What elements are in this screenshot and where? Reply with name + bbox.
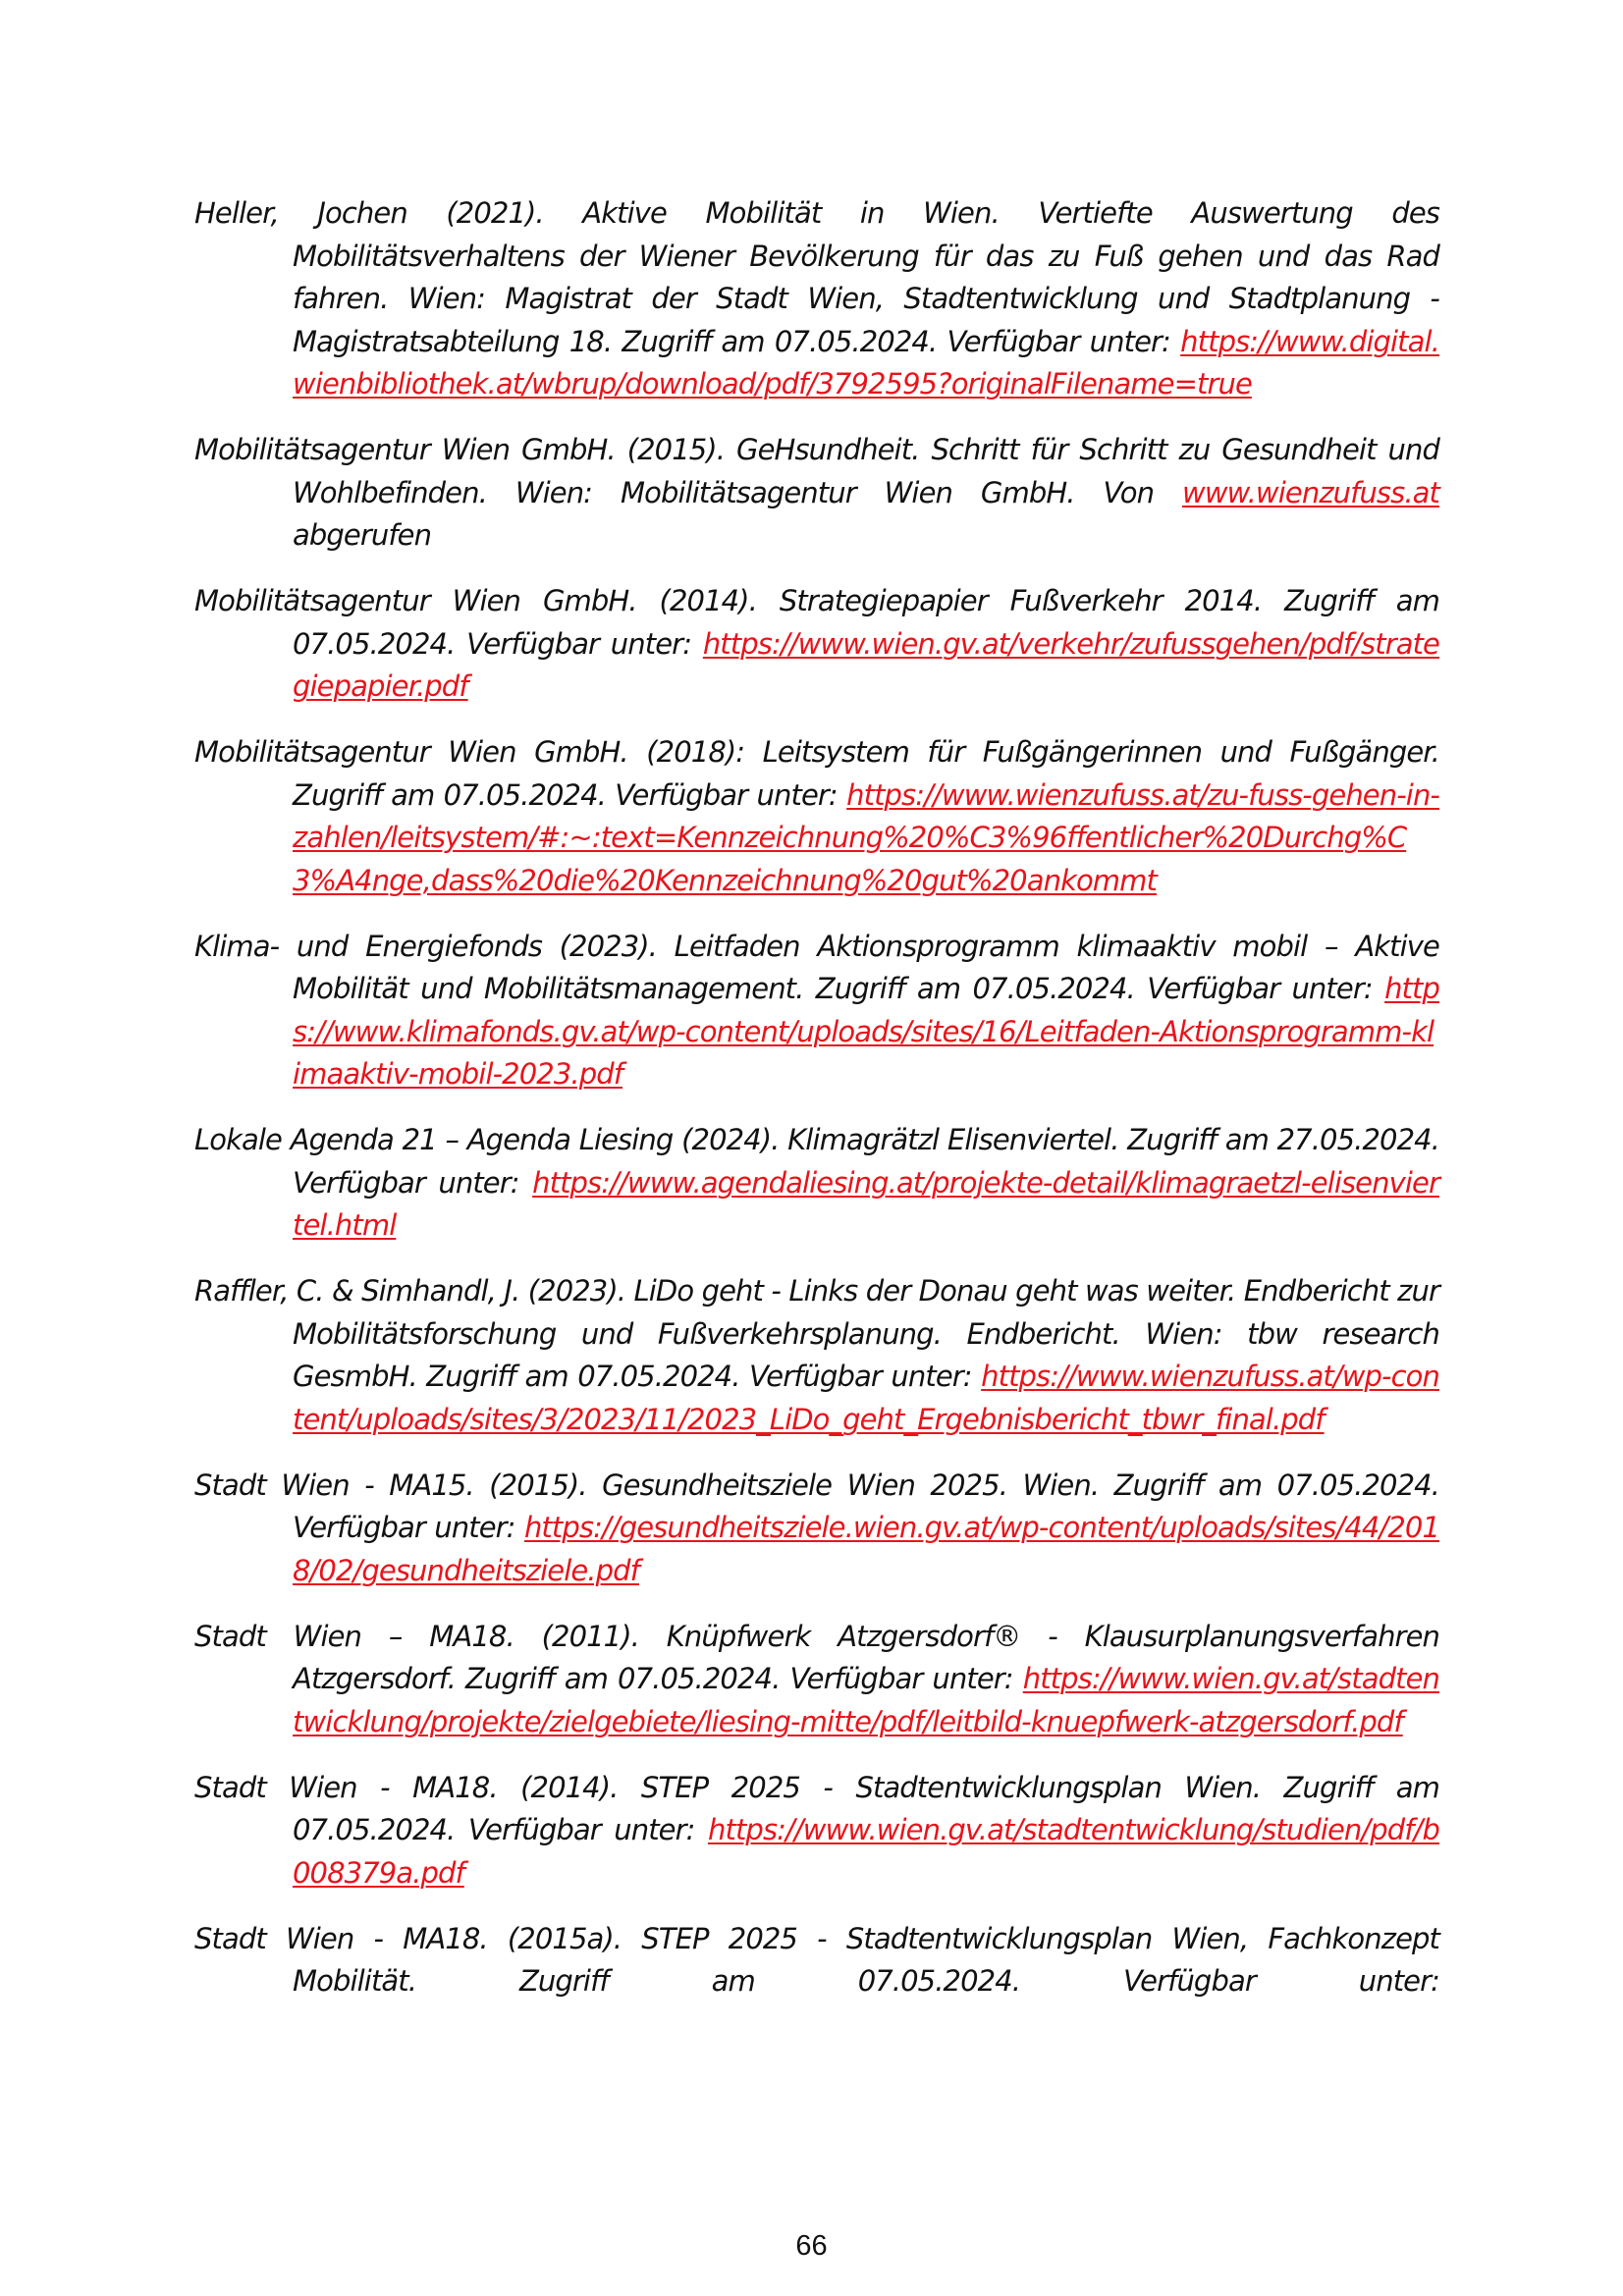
reference-link[interactable]: https://www.wien.gv.at/stadtentwicklung/projekte/zielgebiete/liesing-mitte/pdf/leitbild-knuepfwerk-atzgersdorf.pdf — [293, 1662, 1439, 1738]
reference-text: Mobilitätsagentur Wien GmbH. (2014). Strategiepapier Fußverkehr 2014. Zugriff am 07.05.2024. Verfügbar unter: — [194, 584, 1439, 661]
reference-link[interactable]: https://www.wien.gv.at/verkehr/zufussgehen/pdf/strategiepapier.pdf — [293, 626, 1439, 703]
reference-text: Raffler, C. & Simhandl, J. (2023). LiDo geht - Links der Donau geht was weiter. Endbericht zur Mobilitätsforschung und Fußverkehrsplanung. Endbericht. Wien: tbw research GesmbH. Zugriff am 07.05.2024. Verfügbar unter: — [194, 1274, 1439, 1393]
reference-text: Mobilitätsagentur Wien GmbH. (2015). GeHsundheit. Schritt für Schritt zu Gesundheit und Wohlbefinden. Wien: Mobilitätsagentur Wien GmbH. Von — [194, 433, 1439, 509]
reference-text: Stadt Wien – MA18. (2011). Knüpfwerk Atzgersdorf® - Klausurplanungsverfahren Atzgersdorf. Zugriff am 07.05.2024. Verfügbar unter: — [194, 1619, 1439, 1695]
reference-entry — [194, 1270, 1439, 1441]
reference-entry — [194, 580, 1439, 709]
reference-text-after: abgerufen — [293, 518, 432, 552]
reference-text: Heller, Jochen (2021). Aktive Mobilität in Wien. Vertiefte Auswertung des Mobilitätsverhaltens der Wiener Bevölkerung für das zu Fuß gehen und das Rad fahren. Wien: Magistrat der Stadt Wien, Stadtentwicklung und Stadtplanung - Magistratsabteilung 18. Zugriff am 07.05.2024. Verfügbar unter: — [194, 196, 1439, 358]
reference-link[interactable]: www.wienzufuss.at — [1182, 475, 1439, 509]
reference-link[interactable]: https://www.wien.gv.at/stadtentwicklung/studien/pdf/b008379a.pdf — [293, 1813, 1439, 1890]
reference-link[interactable]: https://www.wienzufuss.at/zu-fuss-gehen-in-zahlen/leitsystem/#:~:text=Kennzeichnung%20%C3%96ffentlicher%20Durchg%C3%A4nge,dass%20die%20Kennzeichnung%20gut%20ankommt — [293, 777, 1439, 897]
reference-entry — [194, 1767, 1439, 1896]
reference-text: Stadt Wien - MA18. (2014). STEP 2025 - Stadtentwicklungsplan Wien. Zugriff am 07.05.2024. Verfügbar unter: — [194, 1770, 1439, 1846]
reference-entry — [194, 1465, 1439, 1593]
reference-text: Stadt Wien - MA18. (2015a). STEP 2025 - Stadtentwicklungsplan Wien, Fachkonzept Mobilität. Zugriff am 07.05.2024. Verfügbar unter: — [194, 1921, 1439, 1998]
reference-text: Klima- und Energiefonds (2023). Leitfaden Aktionsprogramm klimaaktiv mobil – Aktive Mobilität und Mobilitätsmanagement. Zugriff am 07.05.2024. Verfügbar unter: — [194, 929, 1439, 1005]
reference-link[interactable]: https://www.wienzufuss.at/wp-content/uploads/sites/3/2023/11/2023_LiDo_geht_Ergebnisbericht_tbwr_final.pdf — [293, 1360, 1439, 1436]
reference-entry — [194, 926, 1439, 1096]
reference-entry — [194, 192, 1439, 406]
reference-text: Stadt Wien - MA15. (2015). Gesundheitsziele Wien 2025. Wien. Zugriff am 07.05.2024. Verfügbar unter: — [194, 1468, 1439, 1544]
reference-entry — [194, 1616, 1439, 1744]
reference-entry — [194, 1918, 1439, 2003]
reference-entry — [194, 429, 1439, 558]
reference-entry — [194, 1119, 1439, 1248]
reference-entry — [194, 731, 1439, 902]
reference-link[interactable]: https://gesundheitsziele.wien.gv.at/wp-content/uploads/sites/44/2018/02/gesundheitsziele.pdf — [293, 1511, 1439, 1587]
reference-list — [194, 192, 1439, 2026]
reference-link[interactable]: https://www.digital.wienbibliothek.at/wbrup/download/pdf/3792595?originalFilename=true — [293, 324, 1439, 400]
reference-text: Mobilitätsagentur Wien GmbH. (2018): Leitsystem für Fußgängerinnen und Fußgänger. Zugriff am 07.05.2024. Verfügbar unter: — [194, 735, 1439, 812]
reference-text: Lokale Agenda 21 – Agenda Liesing (2024). Klimagrätzl Elisenviertel. Zugriff am 27.05.2024. Verfügbar unter: — [194, 1123, 1439, 1200]
reference-link[interactable]: https://www.agendaliesing.at/projekte-detail/klimagraetzl-elisenviertel.html — [293, 1165, 1439, 1242]
reference-link[interactable]: https://www.klimafonds.gv.at/wp-content/uploads/sites/16/Leitfaden-Aktionsprogramm-klimaaktiv-mobil-2023.pdf — [293, 972, 1439, 1091]
page-number: 66 — [795, 2230, 828, 2262]
